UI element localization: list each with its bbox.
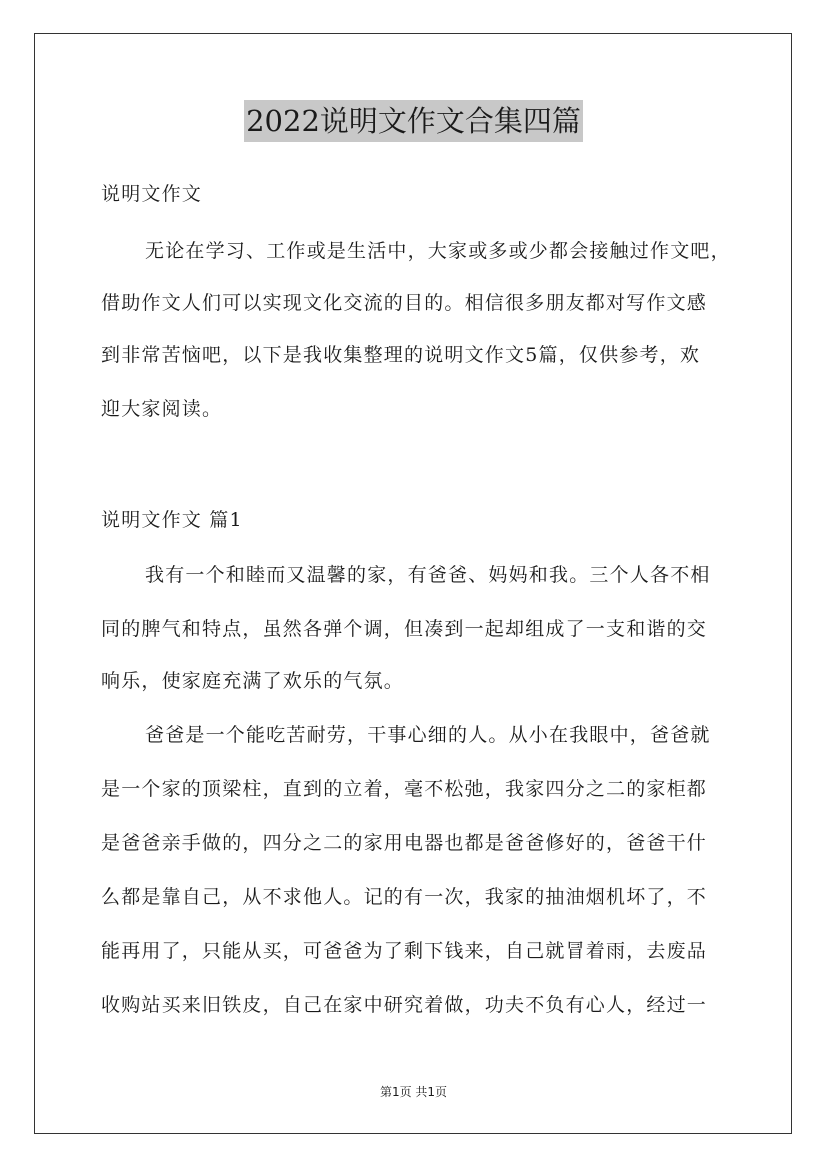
intro-line: 迎大家阅读。 (101, 398, 223, 420)
section-heading: 说明文作文 篇1 (101, 509, 243, 531)
paragraph-line: 收购站买来旧铁皮，自己在家中研究着做，功夫不负有心人，经过一 (101, 994, 708, 1016)
intro-line: 无论在学习、工作或是生活中，大家或多或少都会接触过作文吧， (145, 240, 731, 262)
document-title: 2022说明文作文合集四篇 (244, 100, 583, 142)
paragraph-line: 能再用了，只能从买，可爸爸为了剩下钱来，自己就冒着雨，去废品 (101, 940, 708, 962)
paragraph-line: 同的脾气和特点，虽然各弹个调，但凑到一起却组成了一支和谐的交 (101, 618, 708, 640)
intro-line: 借助作文人们可以实现文化交流的目的。相信很多朋友都对写作文感 (101, 292, 708, 314)
paragraph-line: 是爸爸亲手做的，四分之二的家用电器也都是爸爸修好的，爸爸干什 (101, 832, 708, 854)
paragraph-line: 么都是靠自己，从不求他人。记的有一次，我家的抽油烟机坏了，不 (101, 886, 708, 908)
paragraph-line: 响乐，使家庭充满了欢乐的气氛。 (101, 670, 405, 692)
intro-line: 到非常苦恼吧，以下是我收集整理的说明文作文5篇，仅供参考，欢 (101, 344, 701, 366)
paragraph-line: 我有一个和睦而又温馨的家，有爸爸、妈妈和我。三个人各不相 (145, 564, 711, 586)
intro-heading: 说明文作文 (101, 183, 203, 205)
page-footer: 第1页 共1页 (379, 1085, 448, 1099)
paragraph-line: 是一个家的顶梁柱，直到的立着，毫不松弛，我家四分之二的家柜都 (101, 778, 708, 800)
title-container (0, 100, 827, 142)
paragraph-line: 爸爸是一个能吃苦耐劳，干事心细的人。从小在我眼中，爸爸就 (145, 724, 711, 746)
